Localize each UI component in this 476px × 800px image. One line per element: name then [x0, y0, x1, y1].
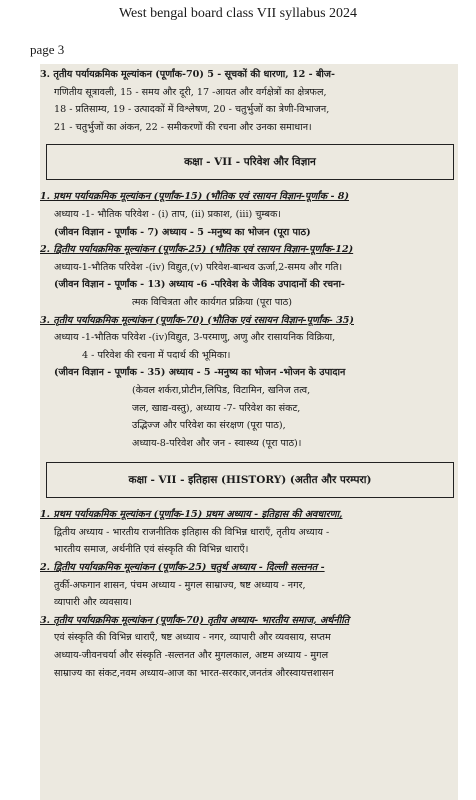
math-topic-line: गणितीय सूत्रावली, 15 - समय और दूरी, 17 -आयत और वर्गक्षेत्रों का क्षेत्रफल, [54, 86, 327, 98]
science-line: उद्भिज्ज और परिवेश का संरक्षण (पूरा पाठ), [132, 420, 286, 432]
math-third-term-section [40, 64, 458, 136]
science-line: जल, खाद्य-वस्तु), अध्याय -7- परिवेश का संकट, [132, 402, 301, 414]
science-line: (जीवन विज्ञान - पूर्णांक - 7) अध्याय - 5 -मनुष्य का भोजन (पूरा पाठ) [54, 226, 311, 238]
history-first-term-heading: 1. प्रथम पर्यायक्रमिक मूल्यांकन (पूर्णांक-15) प्रथम अध्याय - इतिहास की अवधारणा, [40, 509, 343, 521]
science-line: त्मक विचित्रता और कार्यगत प्रक्रिया (पूरा पाठ) [132, 296, 292, 308]
science-first-term-section [40, 188, 458, 241]
history-line: तुर्की-अफगान शासन, पंचम अध्याय - मुगल साम्राज्य, षष्ट अध्याय - नगर, [54, 579, 306, 591]
science-first-term-heading: 1. प्रथम पर्यायक्रमिक मूल्यांकन (पूर्णांक-15) (भौतिक एवं रसायन विज्ञान-पूर्णांक - 8) [40, 191, 349, 203]
science-line: 4 - परिवेश की रचना में पदार्थ की भूमिका। [82, 349, 231, 361]
history-line: एवं संस्कृति की विभिन्न धाराएँ, षष्ट अध्याय - नगर, व्यापारी और व्यवसाय, सप्तम [54, 632, 331, 644]
history-line: अध्याय-जीवनचर्या और संस्कृति -सल्तनत और मुगलकाल, अष्टम अध्याय - मुगल [54, 650, 329, 662]
history-line: द्वितीय अध्याय - भारतीय राजनीतिक इतिहास की विभिन्न धाराएँ, तृतीय अध्याय - [54, 526, 330, 538]
history-third-term-section [40, 612, 458, 682]
history-line: व्यापारी और व्यवसाय। [54, 597, 132, 609]
math-topic-line: 21 - चतुर्भुजों का अंकन, 22 - समीकरणों की रचना और उनका समाधान। [54, 121, 312, 133]
science-second-term-heading: 2. द्वितीय पर्यायक्रमिक मूल्यांकन (पूर्णांक-25) (भौतिक एवं रसायन विज्ञान-पूर्णांक-12) [40, 244, 354, 256]
history-class-box: कक्षा - VII - इतिहास (HISTORY) (अतीत और परम्परा) [46, 462, 454, 498]
science-line: (जीवन विज्ञान - पूर्णांक - 35) अध्याय - 5 -मनुष्य का भोजन -भोजन के उपादान [54, 367, 346, 379]
history-line: भारतीय समाज, अर्थनीति एवं संस्कृति की विभिन्न धाराएँ। [54, 544, 249, 556]
page-header-title: West bengal board class VII syllabus 2024 [118, 6, 358, 21]
science-third-term-heading: 3. तृतीय पर्यायक्रमिक मूल्यांकन (पूर्णांक-70) (भौतिक एवं रसायन विज्ञान-पूर्णांक- 35) [40, 314, 354, 326]
science-second-term-section [40, 241, 458, 311]
science-class-box: कक्षा - VII - परिवेश और विज्ञान [46, 144, 454, 180]
math-third-term-heading: 3. तृतीय पर्यायक्रमिक मूल्यांकन (पूर्णांक-70) 5 - सूचकों की धारणा, 12 - बीज- [40, 69, 336, 80]
history-line: साम्राज्य का संकट,नवम अध्याय-आज का भारत-सरकार,जनतंत्र औरस्वायत्तशासन [54, 667, 334, 679]
science-line: अध्याय -1- भौतिक परिवेश - (i) ताप, (ii) प्रकाश, (iii) चुम्बक। [54, 208, 282, 220]
science-third-term-section [40, 312, 458, 453]
history-third-term-heading: 3. तृतीय पर्यायक्रमिक मूल्यांकन (पूर्णांक-70) तृतीय अध्याय- भारतीय समाज, अर्थनीति [40, 614, 350, 626]
science-line: अध्याय -1-भौतिक परिवेश -(iv)विद्युत, 3-परमाणु, अणु और रासायनिक विक्रिया, [54, 332, 336, 344]
science-line: (जीवन विज्ञान - पूर्णांक - 13) अध्याय -6 -परिवेश के जैविक उपादानों की रचना- [54, 279, 345, 291]
history-first-term-section [40, 506, 458, 559]
scanned-syllabus-page [40, 64, 458, 800]
science-line: अध्याय-1-भौतिक परिवेश -(iv) विद्युत,(v) परिवेश-बान्धव ऊर्जा,2-समय और गति। [54, 261, 343, 273]
page-number-label: page 3 [30, 42, 65, 57]
history-second-term-heading: 2. द्वितीय पर्यायक्रमिक मूल्यांकन (पूर्णांक-25) चतुर्थ अध्याय - दिल्ली सल्तनत - [40, 562, 325, 574]
science-line: (केवल शर्करा,प्रोटीन,लिपिड, विटामिन, खनिज तत्व, [132, 384, 311, 396]
science-line: अध्याय-8-परिवेश और जन - स्वास्थ्य (पूरा पाठ)। [132, 437, 302, 449]
history-second-term-section [40, 559, 458, 612]
math-topic-line: 18 - प्रतिसाम्य, 19 - उत्पादकों में विश्लेषण, 20 - चतुर्भुजों का त्रेणी-विभाजन, [54, 104, 330, 116]
